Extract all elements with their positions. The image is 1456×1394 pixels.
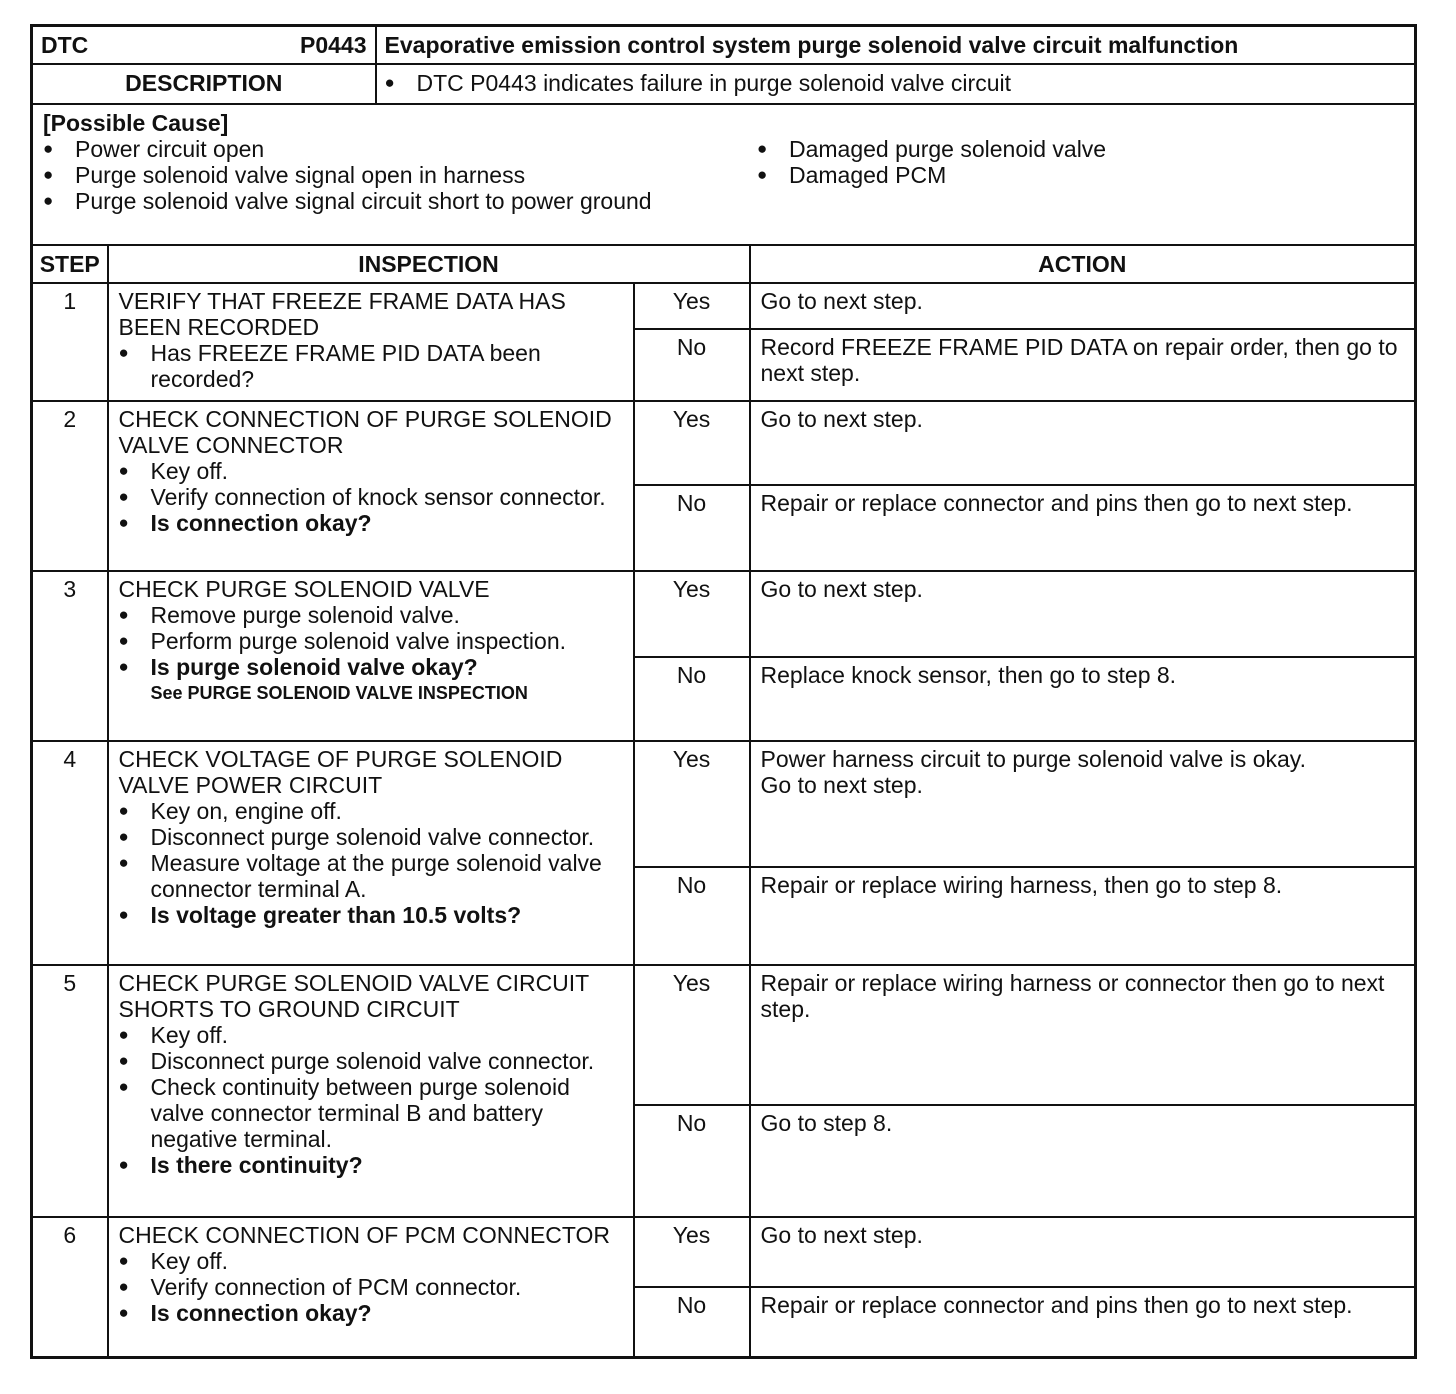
yes-label: Yes	[634, 741, 750, 867]
no-label: No	[634, 1105, 750, 1217]
step-number: 2	[32, 401, 108, 571]
cause-item: ● Purge solenoid valve signal circuit short to power ground	[43, 188, 743, 214]
no-action: Replace knock sensor, then go to step 8.	[750, 657, 1416, 741]
step-bullet: ● Verify connection of PCM connector.	[119, 1274, 625, 1300]
yes-action: Go to next step.	[750, 571, 1416, 657]
yes-label: Yes	[634, 283, 750, 329]
description-label: DESCRIPTION	[32, 64, 376, 104]
yes-label: Yes	[634, 571, 750, 657]
yes-action: Go to next step.	[750, 1217, 1416, 1287]
no-action: Repair or replace wiring harness, then go to step 8.	[750, 867, 1416, 965]
yes-action: Go to next step.	[750, 283, 1416, 329]
step-row-yes	[32, 741, 1416, 867]
yes-action: Power harness circuit to purge solenoid valve is okay. Go to next step.	[750, 741, 1416, 867]
yes-label: Yes	[634, 1217, 750, 1287]
no-label: No	[634, 867, 750, 965]
step-number: 6	[32, 1217, 108, 1357]
possible-cause-title: [Possible Cause]	[43, 110, 229, 136]
step-number: 3	[32, 571, 108, 741]
possible-cause-right	[743, 136, 1106, 214]
step-inspection	[108, 741, 634, 965]
possible-cause-row	[32, 104, 1416, 245]
step-row-yes	[32, 401, 1416, 485]
no-label: No	[634, 657, 750, 741]
no-action: Go to step 8.	[750, 1105, 1416, 1217]
no-action: Repair or replace connector and pins then go to next step.	[750, 485, 1416, 571]
step-bullet: ● Has FREEZE FRAME PID DATA been recorded?	[119, 340, 625, 392]
step-note: See PURGE SOLENOID VALVE INSPECTION	[150, 683, 528, 703]
possible-cause-cell	[32, 104, 1416, 245]
step-row-yes	[32, 571, 1416, 657]
description-row	[32, 64, 1416, 104]
step-question: ● Is connection okay?	[119, 510, 625, 536]
step-question: ● Is there continuity?	[119, 1152, 625, 1178]
no-action: Record FREEZE FRAME PID DATA on repair order, then go to next step.	[750, 329, 1416, 401]
dtc-label: DTC	[41, 32, 89, 58]
step-bullet: ● Disconnect purge solenoid valve connector.	[119, 824, 625, 850]
col-step-header: STEP	[32, 245, 108, 283]
step-title: CHECK VOLTAGE OF PURGE SOLENOID VALVE POWER CIRCUIT	[118, 746, 563, 798]
description-cell	[376, 64, 1416, 104]
possible-cause-left	[43, 136, 743, 214]
step-title: CHECK CONNECTION OF PURGE SOLENOID VALVE CONNECTOR	[118, 406, 612, 458]
step-bullet: ● Check continuity between purge solenoid valve connector terminal B and battery negative terminal.	[119, 1074, 625, 1152]
no-label: No	[634, 329, 750, 401]
no-action: Repair or replace connector and pins then go to next step.	[750, 1287, 1416, 1357]
step-number: 5	[32, 965, 108, 1217]
yes-label: Yes	[634, 401, 750, 485]
yes-action: Go to next step.	[750, 401, 1416, 485]
step-row-yes	[32, 965, 1416, 1105]
step-bullet: ● Remove purge solenoid valve.	[119, 602, 625, 628]
step-inspection	[108, 965, 634, 1217]
step-title: CHECK PURGE SOLENOID VALVE	[118, 576, 490, 602]
dtc-table	[30, 24, 1417, 1359]
dtc-sheet	[30, 24, 1414, 1359]
step-number: 4	[32, 741, 108, 965]
yes-label: Yes	[634, 965, 750, 1105]
cause-item: ● Damaged purge solenoid valve	[757, 136, 1106, 162]
header-row	[32, 26, 1416, 65]
step-bullet: ● Key on, engine off.	[119, 798, 625, 824]
description-text: ● DTC P0443 indicates failure in purge solenoid valve circuit	[385, 70, 1407, 96]
step-bullet: ● Key off.	[119, 1022, 625, 1048]
step-inspection	[108, 1217, 634, 1357]
step-inspection	[108, 571, 634, 741]
col-inspection-header: INSPECTION	[108, 245, 750, 283]
step-number: 1	[32, 283, 108, 401]
column-header-row	[32, 245, 1416, 283]
step-bullet: ● Key off.	[119, 1248, 625, 1274]
dtc-title: Evaporative emission control system purge solenoid valve circuit malfunction	[376, 26, 1416, 65]
step-bullet: ● Measure voltage at the purge solenoid valve connector terminal A.	[119, 850, 625, 902]
step-title: CHECK CONNECTION OF PCM CONNECTOR	[118, 1222, 611, 1248]
step-bullet: ● Perform purge solenoid valve inspection.	[119, 628, 625, 654]
step-title: CHECK PURGE SOLENOID VALVE CIRCUIT SHORTS TO GROUND CIRCUIT	[118, 970, 589, 1022]
step-bullet: ● Key off.	[119, 458, 625, 484]
step-bullet: ● Disconnect purge solenoid valve connector.	[119, 1048, 625, 1074]
step-row-yes	[32, 283, 1416, 329]
cause-item: ● Damaged PCM	[757, 162, 1106, 188]
yes-action: Repair or replace wiring harness or connector then go to next step.	[750, 965, 1416, 1105]
step-inspection	[108, 283, 634, 401]
dtc-cell	[32, 26, 376, 65]
step-inspection	[108, 401, 634, 571]
step-question: ● Is connection okay?	[119, 1300, 625, 1326]
no-label: No	[634, 1287, 750, 1357]
step-title: VERIFY THAT FREEZE FRAME DATA HAS BEEN RECORDED	[118, 288, 566, 340]
dtc-code: P0443	[300, 32, 367, 58]
step-row-yes	[32, 1217, 1416, 1287]
col-action-header: ACTION	[750, 245, 1416, 283]
step-question: ● Is voltage greater than 10.5 volts?	[119, 902, 625, 928]
cause-item: ● Purge solenoid valve signal open in harness	[43, 162, 743, 188]
no-label: No	[634, 485, 750, 571]
step-bullet: ● Verify connection of knock sensor connector.	[119, 484, 625, 510]
step-question: ● Is purge solenoid valve okay?	[119, 654, 625, 680]
cause-item: ● Power circuit open	[43, 136, 743, 162]
